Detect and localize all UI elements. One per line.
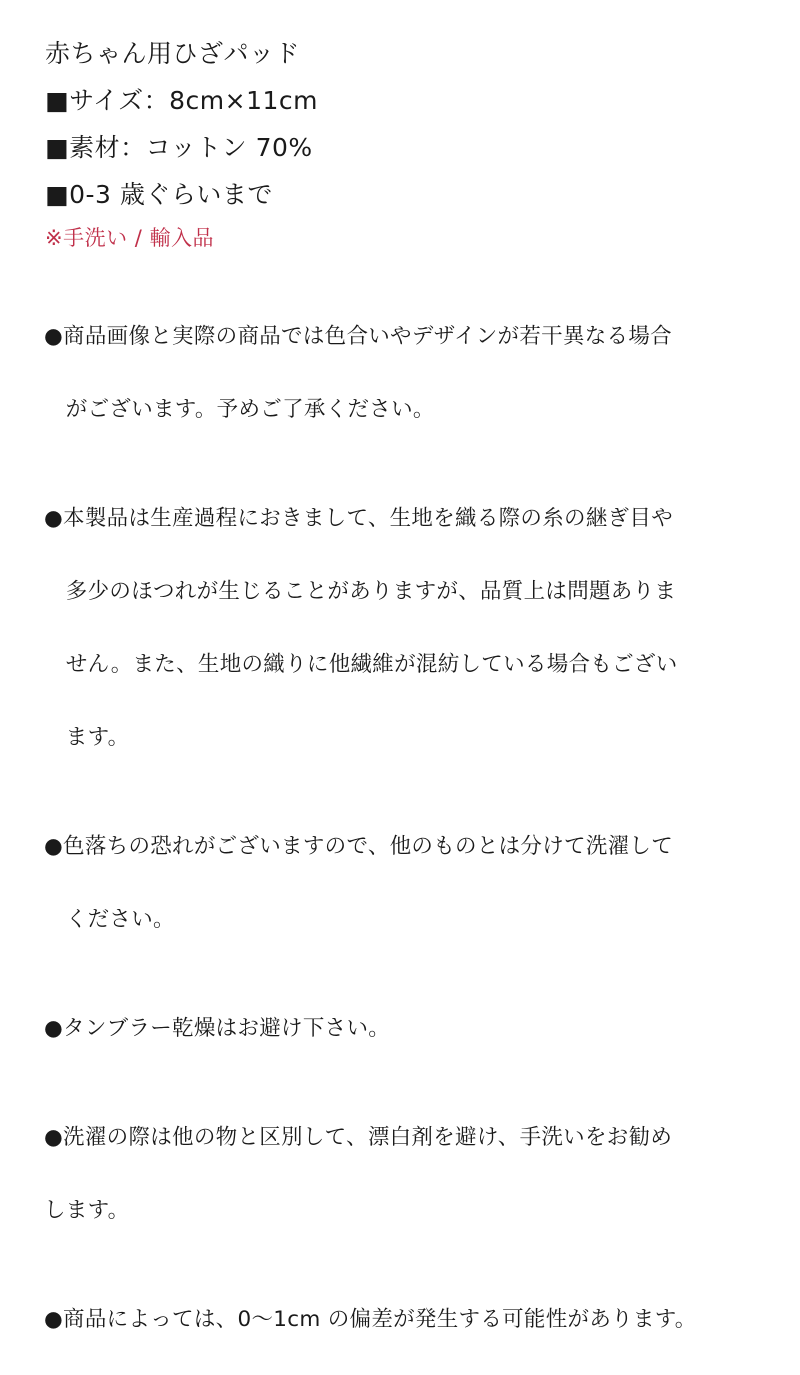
product-title: 赤ちゃん用ひざパッド <box>45 39 301 68</box>
notice-line: 多少のほつれが生じることがありますが、品質上は問題ありま <box>44 579 677 605</box>
notice-line: がございます。予めご了承ください。 <box>44 397 435 423</box>
notice-item-color-fading <box>44 793 770 975</box>
spec-care-note: ※手洗い / 輸入品 <box>45 226 215 250</box>
notice-line: せん。また、生地の織りに他繊維が混紡している場合もござい <box>44 652 678 678</box>
notice-line: ください。 <box>44 906 175 932</box>
notice-line: ●商品によっては、0～1cm の偏差が発生する可能性があります。 <box>44 1307 697 1333</box>
notice-line: ます。 <box>44 724 130 750</box>
notice-line: ●タンブラー乾燥はお避け下さい。 <box>44 1016 391 1042</box>
notice-line: ●色落ちの恐れがございますので、他のものとは分けて洗濯して <box>44 834 674 860</box>
notice-line: します。 <box>44 1198 130 1224</box>
notice-line: ●本製品は生産過程におきまして、生地を織る際の糸の継ぎ目や <box>44 506 674 532</box>
spec-size: ■サイズ：8cm×11cm <box>45 86 318 115</box>
product-specs <box>45 30 765 258</box>
notice-item-tumble-dry <box>44 975 770 1084</box>
spec-material: ■素材：コットン 70% <box>45 133 313 162</box>
spec-age: ■0-3 歳ぐらいまで <box>45 180 273 209</box>
notice-item-color-difference <box>44 283 770 465</box>
notice-item-size-deviation <box>44 1266 770 1375</box>
notice-line: ●商品画像と実際の商品では色合いやデザインが若干異なる場合 <box>44 324 672 350</box>
notice-line: ●洗濯の際は他の物と区別して、漂白剤を避け、手洗いをお勧め <box>44 1125 673 1151</box>
notice-item-washing <box>44 1084 770 1266</box>
notice-list <box>44 283 770 1375</box>
notice-item-fabric <box>44 465 770 793</box>
